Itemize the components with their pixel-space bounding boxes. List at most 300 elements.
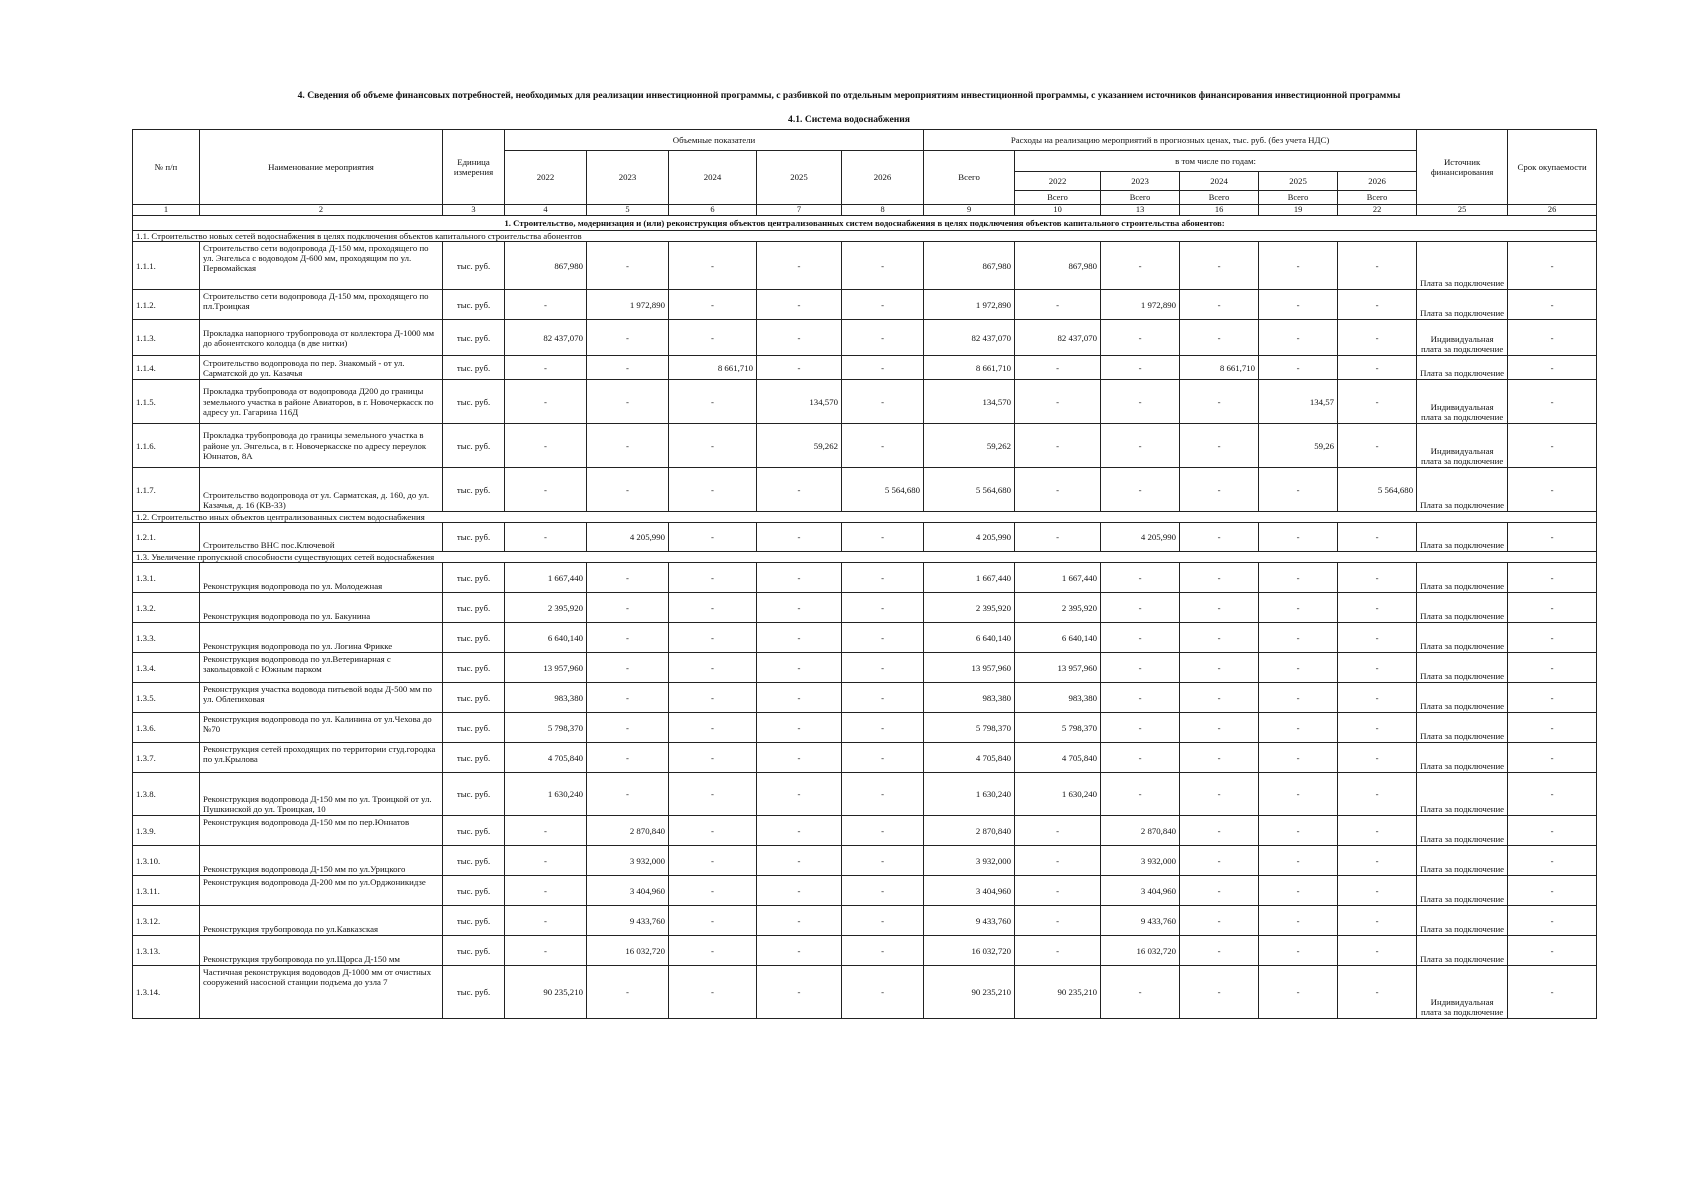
funding-source: Плата за подключение [1417,653,1508,683]
payback-period: - [1508,846,1597,876]
volume-value: - [842,356,924,380]
column-number: 8 [842,205,924,216]
volume-value: - [842,743,924,773]
funding-source: Плата за подключение [1417,876,1508,906]
table-row [133,743,1597,773]
column-number: 3 [443,205,505,216]
expense-value: - [1259,356,1338,380]
volume-value: 5 798,370 [505,713,587,743]
expense-value: - [1015,380,1101,424]
expense-value: - [1259,816,1338,846]
item-number: 1.3.1. [133,563,200,593]
expense-value: - [1259,468,1338,512]
column-number: 7 [757,205,842,216]
expense-value: - [1338,773,1417,816]
expense-value: 983,380 [1015,683,1101,713]
volume-value: - [587,593,669,623]
funding-source: Плата за подключение [1417,623,1508,653]
total-value: 983,380 [924,683,1015,713]
item-unit: тыс. руб. [443,356,505,380]
funding-source: Плата за подключение [1417,816,1508,846]
expense-value: - [1180,424,1259,468]
expense-value: 6 640,140 [1015,623,1101,653]
expense-value: - [1180,242,1259,290]
expense-value: - [1101,356,1180,380]
expense-value: - [1338,380,1417,424]
volume-value: - [669,623,757,653]
volume-value: 5 564,680 [842,468,924,512]
header-by-year: в том числе по годам: [1015,151,1417,172]
volume-value: - [505,290,587,320]
volume-value: 2 870,840 [587,816,669,846]
expense-value: - [1259,623,1338,653]
volume-value: - [757,356,842,380]
volume-value: 983,380 [505,683,587,713]
expense-value: - [1015,906,1101,936]
volume-value: - [505,523,587,552]
payback-period: - [1508,623,1597,653]
item-name: Строительство ВНС пос.Ключевой [200,523,443,552]
item-unit: тыс. руб. [443,846,505,876]
expense-value: - [1015,424,1101,468]
group-row [133,231,1597,242]
volume-value: 4 705,840 [505,743,587,773]
funding-source: Плата за подключение [1417,683,1508,713]
table-body [133,216,1597,1019]
item-name: Реконструкция участка водовода питьевой воды Д-500 мм по ул. Облепиховая [200,683,443,713]
total-value: 4 205,990 [924,523,1015,552]
funding-source: Плата за подключение [1417,290,1508,320]
table-row [133,563,1597,593]
item-number: 1.3.4. [133,653,200,683]
item-number: 1.1.6. [133,424,200,468]
expense-value: - [1259,966,1338,1019]
expense-value: 16 032,720 [1101,936,1180,966]
volume-value: - [842,593,924,623]
funding-source: Плата за подключение [1417,936,1508,966]
header-expenses: Расходы на реализацию мероприятий в прогнозных ценах, тыс. руб. (без учета НДС) [924,130,1417,151]
column-number: 6 [669,205,757,216]
volume-value: - [505,936,587,966]
expense-value: - [1338,290,1417,320]
volume-value: - [587,356,669,380]
volume-value: - [757,563,842,593]
volume-value: 3 932,000 [587,846,669,876]
table-row [133,523,1597,552]
header-volume: Объемные показатели [505,130,924,151]
expense-value: - [1259,713,1338,743]
item-name: Строительство водопровода от ул. Сарматская, д. 160, до ул. Казачья, д. 16 (КВ-33) [200,468,443,512]
item-number: 1.3.5. [133,683,200,713]
volume-value: 2 395,920 [505,593,587,623]
payback-period: - [1508,713,1597,743]
expense-value: 4 205,990 [1101,523,1180,552]
volume-value: - [842,424,924,468]
volume-value: - [669,380,757,424]
item-name: Реконструкция водопровода по ул. Молодежная [200,563,443,593]
item-name: Прокладка напорного трубопровода от коллектора Д-1000 мм до абонентского колодца (в две нитки) [200,320,443,356]
expense-value: - [1101,683,1180,713]
total-value: 5 798,370 [924,713,1015,743]
header-year-total: Всего [1338,191,1417,205]
header-year-total: Всего [1015,191,1101,205]
item-name: Реконструкция трубопровода по ул.Щорса Д-150 мм [200,936,443,966]
volume-value: - [757,846,842,876]
table-row [133,906,1597,936]
item-unit: тыс. руб. [443,424,505,468]
expense-value: - [1338,623,1417,653]
funding-source: Индивидуальная плата за подключение [1417,966,1508,1019]
volume-value: - [842,773,924,816]
expense-value: - [1338,906,1417,936]
item-number: 1.3.2. [133,593,200,623]
expense-value: 867,980 [1015,242,1101,290]
header-year-total: Всего [1180,191,1259,205]
table-row [133,876,1597,906]
item-number: 1.3.9. [133,816,200,846]
table-row [133,936,1597,966]
header-name: Наименование мероприятия [200,130,443,205]
expense-value: 1 630,240 [1015,773,1101,816]
volume-value: - [587,563,669,593]
expense-value: - [1259,563,1338,593]
total-value: 8 661,710 [924,356,1015,380]
total-value: 134,570 [924,380,1015,424]
group-heading: 1.1. Строительство новых сетей водоснабжения в целях подключения объектов капитального строительства абонентов [133,231,1597,242]
volume-value: - [587,966,669,1019]
expense-value: 134,57 [1259,380,1338,424]
table-row [133,468,1597,512]
volume-value: 6 640,140 [505,623,587,653]
payback-period: - [1508,876,1597,906]
header-exp-year: 2025 [1259,172,1338,191]
expense-value: - [1101,713,1180,743]
item-unit: тыс. руб. [443,816,505,846]
payback-period: - [1508,242,1597,290]
total-value: 82 437,070 [924,320,1015,356]
expense-value: - [1180,816,1259,846]
volume-value: - [757,653,842,683]
header-vol-year: 2023 [587,151,669,205]
item-name: Реконструкция трубопровода по ул.Кавказская [200,906,443,936]
expense-value: - [1180,523,1259,552]
item-name: Прокладка трубопровода от водопровода Д200 до границы земельного участка в районе Авиаторов, в г. Новочеркасск по адресу ул. Гагарина 116Д [200,380,443,424]
volume-value: - [842,242,924,290]
table-row [133,290,1597,320]
expense-value: - [1259,653,1338,683]
expense-value: - [1338,966,1417,1019]
item-unit: тыс. руб. [443,966,505,1019]
volume-value: - [505,846,587,876]
header-payback: Срок окупаемости [1508,130,1597,205]
volume-value: - [669,523,757,552]
volume-value: 3 404,960 [587,876,669,906]
group-row [133,552,1597,563]
expense-value: - [1259,320,1338,356]
expense-value: - [1338,523,1417,552]
volume-value: 59,262 [757,424,842,468]
volume-value: 867,980 [505,242,587,290]
expense-value: - [1259,743,1338,773]
volume-value: - [669,846,757,876]
table-row [133,816,1597,846]
table-row [133,653,1597,683]
item-unit: тыс. руб. [443,380,505,424]
document-title: 4. Сведения об объеме финансовых потребностей, необходимых для реализации инвестиционной программы, с разбивкой по отдельным мероприятиям инвестиционной программы, с указанием источников финансирования инвестиционной программы [297,90,1401,101]
expense-value: - [1180,653,1259,683]
volume-value: - [757,743,842,773]
item-name: Строительство сети водопровода Д-150 мм, проходящего по пл.Троицкая [200,290,443,320]
item-number: 1.3.3. [133,623,200,653]
volume-value: - [842,290,924,320]
total-value: 6 640,140 [924,623,1015,653]
volume-value: - [757,773,842,816]
expense-value: - [1180,593,1259,623]
expense-value: - [1101,320,1180,356]
expense-value: - [1015,290,1101,320]
column-number: 4 [505,205,587,216]
expense-value: 82 437,070 [1015,320,1101,356]
table-row [133,623,1597,653]
total-value: 2 395,920 [924,593,1015,623]
item-unit: тыс. руб. [443,593,505,623]
header-vol-year: 2025 [757,151,842,205]
header-year-total: Всего [1259,191,1338,205]
item-number: 1.3.8. [133,773,200,816]
volume-value: - [669,320,757,356]
volume-value: - [587,773,669,816]
volume-value: - [505,876,587,906]
expense-value: - [1259,683,1338,713]
volume-value: - [842,523,924,552]
volume-value: - [842,906,924,936]
volume-value: - [587,623,669,653]
volume-value: - [842,653,924,683]
expense-value: - [1259,906,1338,936]
payback-period: - [1508,468,1597,512]
volume-value: - [842,936,924,966]
volume-value: - [757,713,842,743]
funding-source: Плата за подключение [1417,242,1508,290]
item-unit: тыс. руб. [443,320,505,356]
volume-value: 134,570 [757,380,842,424]
table-row [133,713,1597,743]
total-value: 3 932,000 [924,846,1015,876]
volume-value: - [587,468,669,512]
payback-period: - [1508,563,1597,593]
payback-period: - [1508,320,1597,356]
volume-value: - [842,846,924,876]
payback-period: - [1508,653,1597,683]
expense-value: - [1180,468,1259,512]
funding-source: Плата за подключение [1417,743,1508,773]
total-value: 4 705,840 [924,743,1015,773]
item-number: 1.1.3. [133,320,200,356]
header-exp-year: 2022 [1015,172,1101,191]
expense-value: - [1180,906,1259,936]
total-value: 16 032,720 [924,936,1015,966]
expense-value: - [1338,743,1417,773]
expense-value: - [1338,846,1417,876]
investment-table [132,129,1597,1019]
payback-period: - [1508,773,1597,816]
expense-value: 3 404,960 [1101,876,1180,906]
header-exp-year: 2024 [1180,172,1259,191]
expense-value: - [1259,846,1338,876]
expense-value: - [1338,653,1417,683]
volume-value: - [669,743,757,773]
header-vol-year: 2022 [505,151,587,205]
expense-value: - [1101,653,1180,683]
expense-value: - [1180,713,1259,743]
expense-value: - [1180,876,1259,906]
funding-source: Индивидуальная плата за подключение [1417,320,1508,356]
item-name: Частичная реконструкция водоводов Д-1000 мм от очистных сооружений насосной станции подъема до узла 7 [200,966,443,1019]
volume-value: - [505,356,587,380]
volume-value: - [669,242,757,290]
total-value: 867,980 [924,242,1015,290]
total-value: 1 972,890 [924,290,1015,320]
payback-period: - [1508,743,1597,773]
volume-value: - [757,290,842,320]
total-value: 1 667,440 [924,563,1015,593]
funding-source: Плата за подключение [1417,523,1508,552]
volume-value: 4 205,990 [587,523,669,552]
item-name: Реконструкция водопровода по ул.Ветеринарная с закольцовкой с Южным парком [200,653,443,683]
header-total: Всего [924,151,1015,205]
expense-value: - [1180,320,1259,356]
total-value: 2 870,840 [924,816,1015,846]
payback-period: - [1508,290,1597,320]
expense-value: - [1101,380,1180,424]
expense-value: - [1101,468,1180,512]
group-row [133,512,1597,523]
volume-value: - [842,320,924,356]
volume-value: - [669,653,757,683]
expense-value: - [1259,523,1338,552]
section-subtitle: 4.1. Система водоснабжения [788,114,910,125]
item-unit: тыс. руб. [443,242,505,290]
volume-value: - [757,876,842,906]
column-number: 10 [1015,205,1101,216]
column-number: 9 [924,205,1015,216]
expense-value: - [1015,523,1101,552]
item-name: Прокладка трубопровода до границы земельного участка в районе ул. Энгельса, в г. Новочеркасске по адресу переулок Юннатов, 8А [200,424,443,468]
volume-value: - [669,936,757,966]
expense-value: 1 972,890 [1101,290,1180,320]
expense-value: - [1180,773,1259,816]
volume-value: - [587,242,669,290]
table-row [133,356,1597,380]
expense-value: 5 564,680 [1338,468,1417,512]
volume-value: - [842,713,924,743]
volume-value: - [669,876,757,906]
column-number: 19 [1259,205,1338,216]
item-name: Реконструкция водопровода Д-150 мм по пер.Юннатов [200,816,443,846]
volume-value: - [669,290,757,320]
total-value: 90 235,210 [924,966,1015,1019]
item-number: 1.3.13. [133,936,200,966]
volume-value: - [669,468,757,512]
expense-value: - [1180,936,1259,966]
funding-source: Плата за подключение [1417,773,1508,816]
item-number: 1.1.1. [133,242,200,290]
payback-period: - [1508,593,1597,623]
expense-value: - [1338,816,1417,846]
volume-value: - [842,816,924,846]
item-unit: тыс. руб. [443,623,505,653]
expense-value: - [1180,563,1259,593]
expense-value: - [1338,563,1417,593]
total-value: 3 404,960 [924,876,1015,906]
expense-value: - [1259,773,1338,816]
volume-value: - [669,816,757,846]
header-exp-year: 2023 [1101,172,1180,191]
volume-value: - [757,936,842,966]
item-number: 1.1.2. [133,290,200,320]
funding-source: Индивидуальная плата за подключение [1417,424,1508,468]
item-unit: тыс. руб. [443,773,505,816]
expense-value: 90 235,210 [1015,966,1101,1019]
expense-value: - [1338,683,1417,713]
item-unit: тыс. руб. [443,563,505,593]
volume-value: - [669,966,757,1019]
item-name: Реконструкция водопровода Д-150 мм по ул. Троицкой от ул. Пушкинской до ул. Троицкая, 10 [200,773,443,816]
item-unit: тыс. руб. [443,876,505,906]
column-number: 22 [1338,205,1417,216]
item-unit: тыс. руб. [443,936,505,966]
section-heading: 1. Строительство, модернизация и (или) реконструкция объектов централизованных систем водоснабжения в целях подключения объектов капитального строительства абонентов: [133,216,1597,231]
item-number: 1.3.7. [133,743,200,773]
payback-period: - [1508,816,1597,846]
header-vol-year: 2024 [669,151,757,205]
header-vol-year: 2026 [842,151,924,205]
volume-value: - [669,906,757,936]
item-number: 1.2.1. [133,523,200,552]
volume-value: - [757,906,842,936]
volume-value: - [505,816,587,846]
volume-value: - [669,593,757,623]
volume-value: 8 661,710 [669,356,757,380]
expense-value: - [1338,356,1417,380]
item-number: 1.3.6. [133,713,200,743]
column-number: 1 [133,205,200,216]
header-year-total: Всего [1101,191,1180,205]
total-value: 13 957,960 [924,653,1015,683]
volume-value: - [505,424,587,468]
funding-source: Плата за подключение [1417,846,1508,876]
expense-value: - [1180,966,1259,1019]
funding-source: Индивидуальная плата за подключение [1417,380,1508,424]
expense-value: 2 870,840 [1101,816,1180,846]
expense-value: - [1015,468,1101,512]
column-number: 26 [1508,205,1597,216]
expense-value: - [1180,683,1259,713]
expense-value: 8 661,710 [1180,356,1259,380]
column-number-row [133,205,1597,216]
expense-value: - [1338,320,1417,356]
expense-value: 1 667,440 [1015,563,1101,593]
expense-value: - [1259,936,1338,966]
item-number: 1.3.11. [133,876,200,906]
item-unit: тыс. руб. [443,743,505,773]
expense-value: - [1180,290,1259,320]
expense-value: - [1015,846,1101,876]
payback-period: - [1508,523,1597,552]
volume-value: - [587,320,669,356]
item-unit: тыс. руб. [443,290,505,320]
item-unit: тыс. руб. [443,653,505,683]
